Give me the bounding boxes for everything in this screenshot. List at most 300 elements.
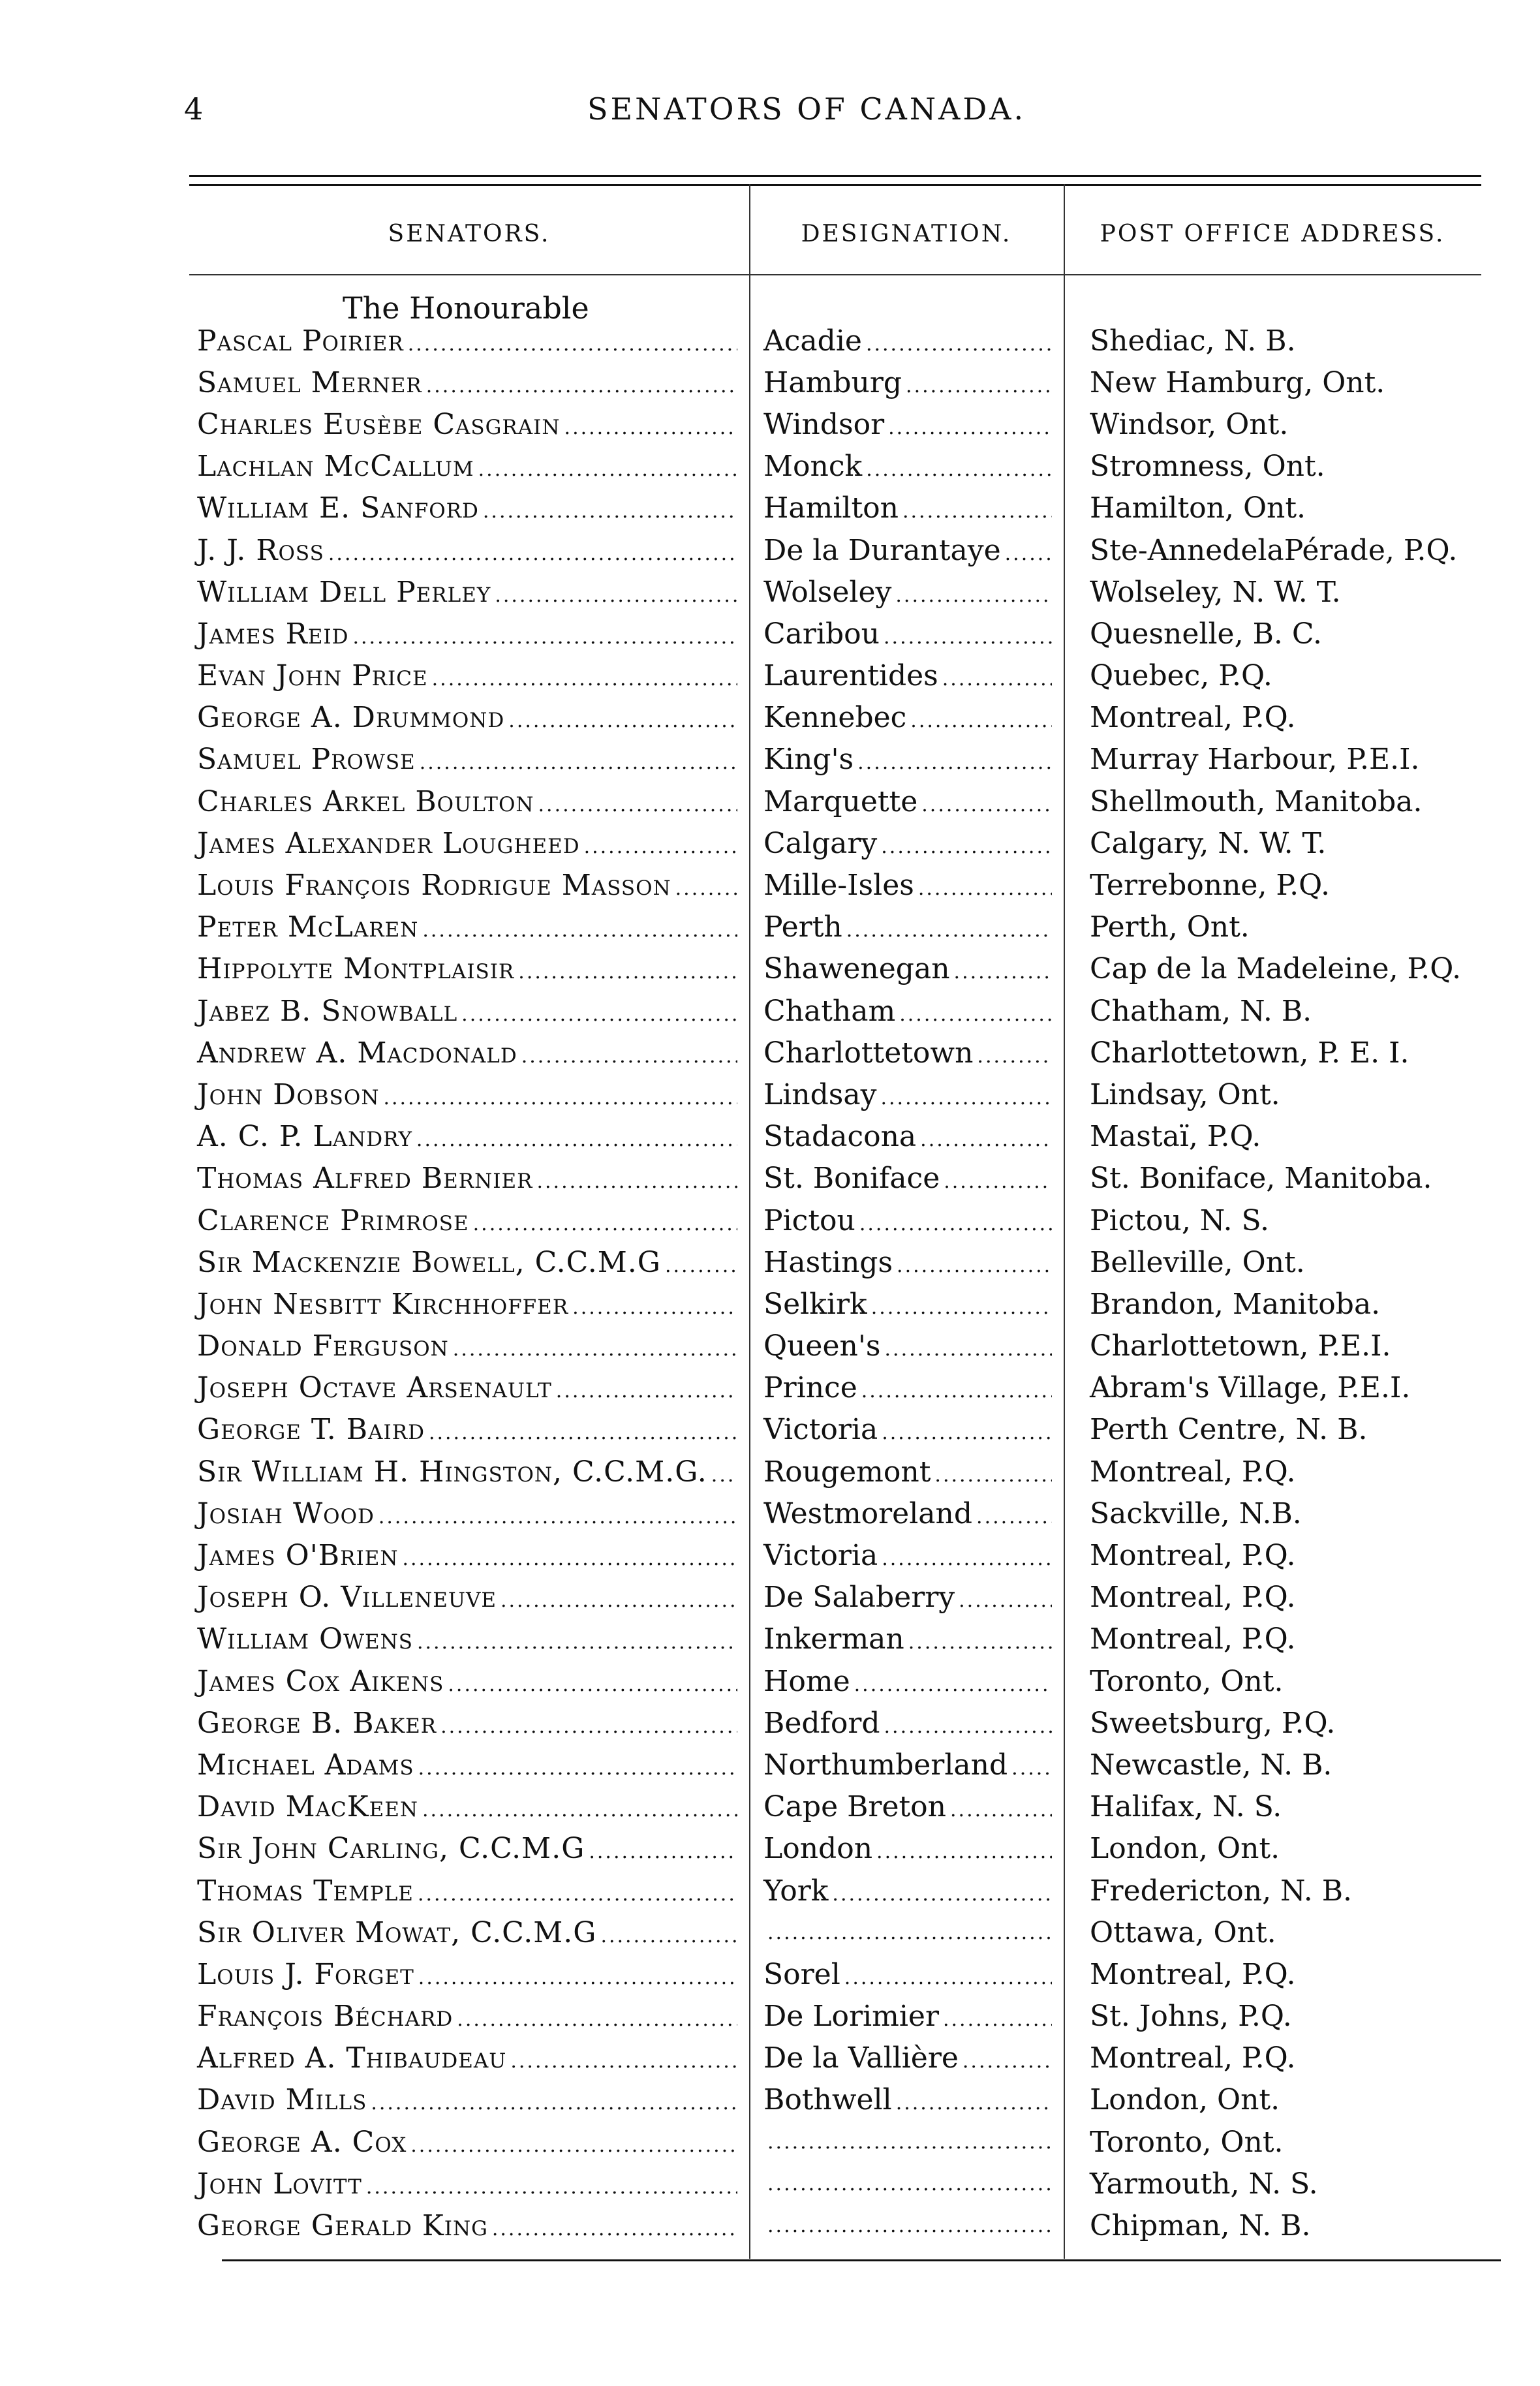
top-rule [189, 175, 1481, 177]
designation: De la Vallière [763, 2041, 959, 2075]
designation-cell [749, 1497, 1064, 1530]
designation-cell [749, 869, 1064, 902]
senator-name: Lachlan McCallum [197, 450, 474, 484]
address: Cap de la Madeleine, P.Q. [1090, 952, 1462, 986]
designation-cell [749, 1707, 1064, 1740]
senator-name: Josiah Wood [197, 1496, 375, 1530]
designation: Inkerman [763, 1622, 904, 1656]
senator-name: John Dobson [197, 1077, 380, 1111]
senator-name-cell [189, 701, 749, 734]
designation-cell [749, 995, 1064, 1028]
dot-leader [461, 1003, 737, 1026]
senator-name-cell [189, 1120, 749, 1153]
address: Mastaï, P.Q. [1090, 1120, 1261, 1154]
dot-leader [665, 1254, 737, 1277]
address: Abram's Village, P.E.I. [1090, 1371, 1411, 1405]
designation-cell [749, 1246, 1064, 1279]
designation: Northumberland [763, 1748, 1008, 1782]
table-row [189, 906, 1488, 948]
designation-cell [749, 1036, 1064, 1070]
senator-name: Sir Oliver Mowat, C.C.M.G [197, 1915, 597, 1949]
senator-name-cell [189, 1329, 749, 1363]
senator-name: Alfred A. Thibaudeau [197, 2041, 507, 2075]
dot-leader [536, 1170, 737, 1193]
dot-leader [378, 1506, 737, 1528]
senator-name-cell [189, 1790, 749, 1823]
dot-leader [564, 416, 737, 439]
designation-cell [749, 1288, 1064, 1321]
designation-cell [749, 2083, 1064, 2116]
designation-cell [749, 827, 1064, 860]
senator-name-cell [189, 1162, 749, 1195]
dot-leader [942, 668, 1052, 690]
senator-name: Sir William H. Hingston, C.C.M.G. [197, 1455, 707, 1489]
dot-leader [944, 1170, 1052, 1193]
designation-cell [749, 450, 1064, 483]
senator-name: Samuel Prowse [197, 743, 416, 777]
designation-cell [749, 910, 1064, 944]
address: Montreal, P.Q. [1090, 1539, 1296, 1573]
dot-leader [876, 1840, 1052, 1863]
dot-leader [429, 1421, 737, 1444]
table-row [189, 1074, 1488, 1115]
dot-leader [906, 375, 1052, 397]
address: Perth, Ont. [1090, 910, 1250, 944]
senator-name-cell [189, 408, 749, 441]
senator-name-cell [189, 1497, 749, 1530]
designation-cell [749, 1078, 1064, 1111]
senator-name: Thomas Temple [197, 1874, 414, 1908]
table-row [189, 1786, 1488, 1828]
designation: Wolseley [763, 575, 892, 609]
designation: Hamilton [763, 491, 899, 525]
senator-name: Samuel Merner [197, 365, 422, 399]
designation-cell [749, 1539, 1064, 1572]
designation: Westmoreland [763, 1496, 973, 1530]
senator-name-cell [189, 366, 749, 399]
dot-leader [422, 1799, 737, 1821]
designation-cell [749, 534, 1064, 567]
designation: Shawenegan [763, 952, 950, 986]
address: Calgary, N. W. T. [1090, 826, 1327, 860]
dot-leader [880, 1087, 1052, 1109]
table-row [189, 1953, 1488, 1995]
senator-name-cell [189, 995, 749, 1028]
address: Belleville, Ont. [1090, 1245, 1305, 1279]
designation: Windsor [763, 407, 885, 441]
senator-name: Charles Eusèbe Casgrain [197, 407, 561, 441]
senator-name-cell [189, 952, 749, 985]
address: Chatham, N. B. [1090, 994, 1312, 1028]
column-header-senators: SENATORS. [388, 221, 551, 247]
dot-leader [453, 1338, 737, 1361]
senator-name: Clarence Primrose [197, 1203, 469, 1237]
dot-leader [895, 584, 1052, 607]
senator-name: David MacKeen [197, 1790, 419, 1824]
senator-name-cell [189, 1622, 749, 1656]
senator-name: Louis J. Forget [197, 1957, 414, 1991]
table-row [189, 571, 1488, 613]
designation: De Lorimier [763, 2000, 939, 2034]
senator-table [189, 320, 1488, 2247]
address: Charlottetown, P.E.I. [1090, 1329, 1391, 1363]
designation: Monck [763, 450, 863, 484]
senator-name-cell [189, 324, 749, 358]
senator-name-cell [189, 2000, 749, 2033]
table-row [189, 1828, 1488, 1870]
designation: Victoria [763, 1539, 878, 1573]
designation-cell [749, 1413, 1064, 1446]
address: London, Ont. [1090, 1832, 1280, 1866]
dot-leader [572, 1296, 737, 1319]
senator-name: George Gerald King [197, 2209, 488, 2243]
designation-cell [749, 1455, 1064, 1489]
dot-leader [767, 2131, 1052, 2154]
dot-leader [846, 919, 1052, 942]
dot-leader [1011, 1757, 1052, 1780]
dot-leader [950, 1799, 1052, 1821]
dot-leader [483, 500, 737, 523]
designation-cell [749, 2131, 1064, 2154]
address: St. Boniface, Manitoba. [1090, 1162, 1432, 1196]
address: Montreal, P.Q. [1090, 1455, 1296, 1489]
dot-leader [711, 1464, 737, 1487]
address: Toronto, Ont. [1090, 1664, 1284, 1698]
senator-name: William Dell Perley [197, 575, 491, 609]
table-row [189, 1158, 1488, 1200]
address: Halifax, N. S. [1090, 1790, 1282, 1824]
designation: Calgary [763, 826, 878, 860]
table-row [189, 529, 1488, 571]
dot-leader [943, 2008, 1052, 2031]
designation-cell [749, 2041, 1064, 2075]
senator-name: George A. Cox [197, 2125, 407, 2159]
senator-name: George T. Baird [197, 1413, 425, 1447]
table-row [189, 403, 1488, 445]
senator-name: George B. Baker [197, 1706, 437, 1740]
designation: Mille-Isles [763, 869, 914, 903]
senator-name: George A. Drummond [197, 701, 505, 735]
dot-leader [417, 1631, 737, 1654]
dot-leader [426, 375, 737, 397]
dot-leader [432, 668, 737, 690]
dot-leader [495, 584, 737, 607]
dot-leader [920, 1128, 1052, 1151]
designation: Stadacona [763, 1120, 917, 1154]
address: Stromness, Ont. [1090, 450, 1325, 484]
page-title: SENATORS OF CANADA. [587, 91, 1026, 127]
dot-leader [510, 2050, 737, 2073]
senator-name-cell [189, 534, 749, 567]
dot-leader [1005, 542, 1052, 565]
table-row [189, 1577, 1488, 1619]
senator-name: Evan John Price [197, 659, 428, 693]
senator-name-cell [189, 617, 749, 651]
designation: Kennebec [763, 701, 907, 735]
dot-leader [420, 751, 737, 774]
dot-leader [934, 1464, 1052, 1487]
senator-name: Michael Adams [197, 1748, 414, 1782]
senator-name-cell [189, 1958, 749, 1991]
designation: Chatham [763, 994, 896, 1028]
senator-name-cell [189, 659, 749, 692]
header-rule [189, 274, 749, 275]
address: Pictou, N. S. [1090, 1203, 1270, 1237]
designation-cell [749, 408, 1064, 441]
senator-name-cell [189, 2167, 749, 2201]
table-row [189, 446, 1488, 488]
table-row [189, 1241, 1488, 1283]
dot-leader [897, 1254, 1052, 1277]
address: Newcastle, N. B. [1090, 1748, 1332, 1782]
senator-name: François Béchard [197, 2000, 454, 2034]
dot-leader [884, 1715, 1052, 1738]
designation: Victoria [763, 1413, 878, 1447]
address: Montreal, P.Q. [1090, 701, 1296, 735]
address: Terrebonne, P.Q. [1090, 869, 1330, 903]
address: Toronto, Ont. [1090, 2125, 1284, 2159]
dot-leader [896, 2092, 1052, 2115]
dot-leader [518, 961, 737, 984]
dot-leader [478, 458, 737, 481]
dot-leader [908, 1631, 1052, 1654]
senator-name: Joseph O. Villeneuve [197, 1581, 497, 1615]
table-row [189, 1409, 1488, 1451]
dot-leader [910, 709, 1052, 732]
senator-name-cell [189, 1748, 749, 1782]
header-rule [749, 274, 1064, 275]
designation-cell [749, 1665, 1064, 1698]
dot-leader [861, 1380, 1052, 1402]
dot-leader [410, 2134, 737, 2157]
bottom-rule [222, 2259, 1501, 2261]
table-row [189, 2079, 1488, 2121]
designation: Caribou [763, 617, 880, 651]
designation-cell [749, 1329, 1064, 1363]
senator-name-cell [189, 2126, 749, 2159]
dot-leader [371, 2092, 737, 2115]
dot-leader [844, 1966, 1052, 1989]
designation-cell [749, 952, 1064, 985]
dot-leader [921, 794, 1052, 816]
address: Shediac, N. B. [1090, 324, 1296, 358]
table-row [189, 1870, 1488, 1912]
designation-cell [749, 1371, 1064, 1404]
senator-name-cell [189, 1204, 749, 1237]
designation: Pictou [763, 1203, 855, 1237]
address: Fredericton, N. B. [1090, 1874, 1353, 1908]
designation-cell [749, 1921, 1064, 1944]
column-header-address: POST OFFICE ADDRESS. [1100, 221, 1445, 247]
senator-name: Sir John Carling, C.C.M.G [197, 1832, 585, 1866]
dot-leader [854, 1673, 1052, 1696]
designation: Laurentides [763, 659, 938, 693]
dot-leader [767, 1921, 1052, 1944]
senator-name: Jabez B. Snowball [197, 994, 458, 1028]
dot-leader [473, 1213, 737, 1235]
dot-leader [584, 835, 737, 858]
address: Yarmouth, N. S. [1090, 2167, 1318, 2201]
dot-leader [366, 2176, 737, 2199]
senator-name-cell [189, 1413, 749, 1446]
dot-leader [954, 961, 1052, 984]
designation-cell [749, 2214, 1064, 2237]
senator-name-cell [189, 2209, 749, 2242]
designation: York [763, 1874, 829, 1908]
designation-cell [749, 2000, 1064, 2033]
senator-name: John Lovitt [197, 2167, 362, 2201]
address: New Hamburg, Ont. [1090, 365, 1385, 399]
dot-leader [408, 333, 737, 356]
designation-cell [749, 743, 1064, 776]
header-rule [1064, 274, 1481, 275]
senator-name-cell [189, 1665, 749, 1698]
senator-name-cell [189, 1539, 749, 1572]
senator-name-cell [189, 743, 749, 776]
table-row [189, 1283, 1488, 1325]
address: Murray Harbour, P.E.I. [1090, 743, 1420, 777]
dot-leader [866, 333, 1052, 356]
designation-cell [749, 659, 1064, 692]
senator-name: Thomas Alfred Bernier [197, 1162, 533, 1196]
table-row [189, 1116, 1488, 1158]
designation-cell [749, 617, 1064, 651]
table-row [189, 864, 1488, 906]
dot-leader [918, 877, 1052, 900]
designation-cell [749, 2173, 1064, 2195]
designation-cell [749, 324, 1064, 358]
designation: Prince [763, 1371, 857, 1405]
address: London, Ont. [1090, 2083, 1280, 2117]
designation: De la Durantaye [763, 533, 1001, 567]
dot-leader [457, 2008, 737, 2031]
designation: Queen's [763, 1329, 881, 1363]
dot-leader [328, 542, 737, 565]
designation: Perth [763, 910, 842, 944]
senator-name-cell [189, 1371, 749, 1404]
senator-name: Donald Ferguson [197, 1329, 449, 1363]
dot-leader [675, 877, 737, 900]
dot-leader [888, 416, 1052, 439]
table-row [189, 1534, 1488, 1576]
senator-name: William Owens [197, 1622, 413, 1656]
designation-cell [749, 491, 1064, 525]
senator-name: James Reid [197, 617, 349, 651]
table-row [189, 948, 1488, 990]
dot-leader [440, 1715, 737, 1738]
dot-leader [418, 1883, 737, 1906]
address: Sweetsburg, P.Q. [1090, 1706, 1336, 1740]
table-row [189, 362, 1488, 403]
dot-leader [899, 1003, 1052, 1026]
senator-name: James Cox Aikens [197, 1664, 444, 1698]
address: Lindsay, Ont. [1090, 1077, 1280, 1111]
table-row [189, 320, 1488, 362]
address: Montreal, P.Q. [1090, 1622, 1296, 1656]
dot-leader [857, 751, 1052, 774]
dot-leader [402, 1547, 737, 1570]
table-row [189, 1912, 1488, 1953]
senator-name: A. C. P. Landry [197, 1120, 412, 1154]
address: Montreal, P.Q. [1090, 2041, 1296, 2075]
dot-leader [418, 1966, 737, 1989]
senator-name: James O'Brien [197, 1539, 399, 1573]
table-row [189, 1367, 1488, 1409]
senator-name-cell [189, 1581, 749, 1614]
table-row [189, 822, 1488, 864]
senator-name-cell [189, 1455, 749, 1489]
designation: Sorel [763, 1957, 840, 1991]
dot-leader [416, 1128, 737, 1151]
dot-leader [962, 2050, 1052, 2073]
designation-cell [749, 1120, 1064, 1153]
designation: Hastings [763, 1245, 893, 1279]
senator-name-cell [189, 576, 749, 609]
dot-leader [871, 1296, 1052, 1319]
dot-leader [902, 500, 1052, 523]
address: Windsor, Ont. [1090, 407, 1289, 441]
dot-leader [976, 1506, 1052, 1528]
address: Sackville, N.B. [1090, 1496, 1302, 1530]
designation: Bothwell [763, 2083, 892, 2117]
senator-name-cell [189, 1832, 749, 1865]
table-row [189, 1032, 1488, 1074]
dot-leader [508, 709, 737, 732]
senator-name-cell [189, 1916, 749, 1949]
table-row [189, 613, 1488, 655]
dot-leader [352, 626, 737, 649]
designation: Bedford [763, 1706, 880, 1740]
dot-leader [884, 626, 1052, 649]
address: Quebec, P.Q. [1090, 659, 1272, 693]
table-row [189, 1744, 1488, 1786]
top-rule-inner [189, 184, 1481, 186]
table-row [189, 1200, 1488, 1241]
address: Perth Centre, N. B. [1090, 1413, 1368, 1447]
senator-name-cell [189, 1078, 749, 1111]
dot-leader [422, 919, 737, 942]
dot-leader [418, 1757, 737, 1780]
senator-name: Hippolyte Montplaisir [197, 952, 515, 986]
senator-name-cell [189, 2083, 749, 2116]
senator-name-cell [189, 785, 749, 818]
senator-name-cell [189, 1036, 749, 1070]
senator-name-cell [189, 2041, 749, 2075]
table-row [189, 739, 1488, 781]
table-row [189, 2163, 1488, 2205]
page-number: 4 [184, 91, 204, 127]
designation-cell [749, 576, 1064, 609]
dot-leader [600, 1925, 737, 1947]
table-row [189, 2121, 1488, 2163]
table-row [189, 1493, 1488, 1534]
table-row [189, 2037, 1488, 2079]
table-row [189, 1996, 1488, 2037]
table-row [189, 990, 1488, 1032]
senator-name-cell [189, 1246, 749, 1279]
dot-leader [767, 2214, 1052, 2237]
dot-leader [492, 2218, 737, 2240]
senator-name: William E. Sanford [197, 491, 479, 525]
address: Chipman, N. B. [1090, 2209, 1311, 2243]
senator-name-cell [189, 827, 749, 860]
senator-name: John Nesbitt Kirchhoffer [197, 1287, 569, 1321]
designation-cell [749, 1832, 1064, 1865]
senator-name: Peter McLaren [197, 910, 419, 944]
table-row [189, 781, 1488, 822]
senator-name: Sir Mackenzie Bowell, C.C.M.G [197, 1245, 661, 1279]
table-row [189, 1660, 1488, 1702]
